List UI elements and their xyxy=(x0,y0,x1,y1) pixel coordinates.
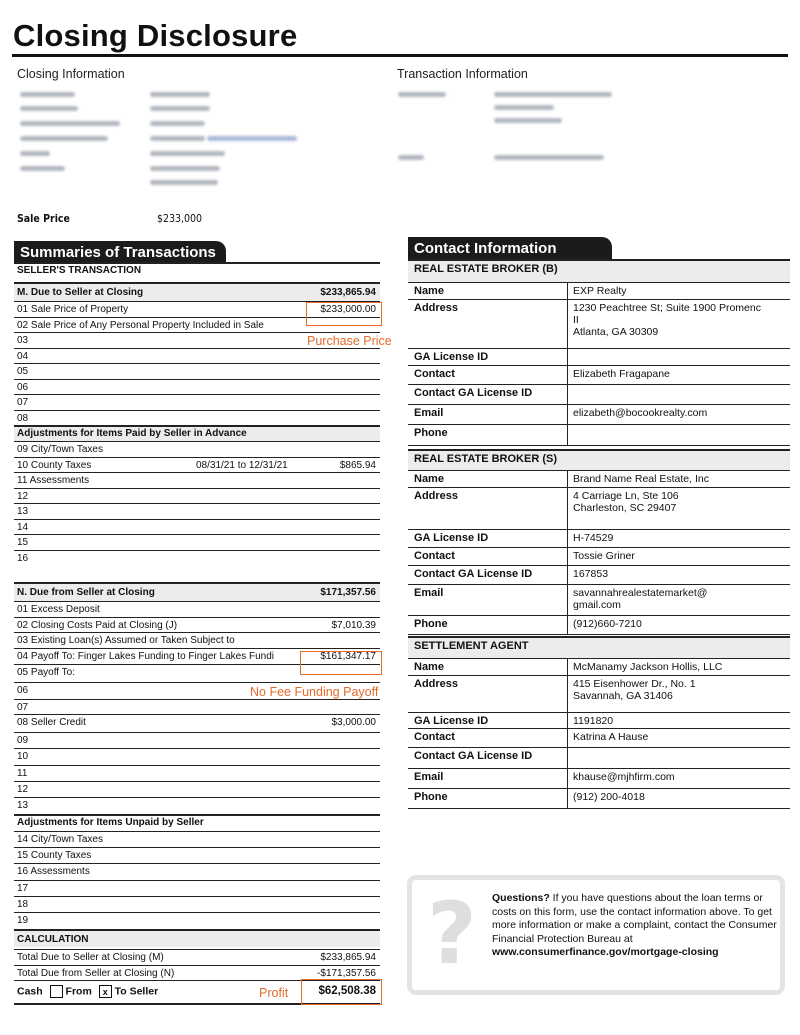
table-row-label: 04 Payoff To: Finger Lakes Funding to Finger Lakes Fundi xyxy=(17,651,275,662)
table-row-label: 01 Sale Price of Property xyxy=(17,304,129,315)
cfpb-link[interactable]: www.consumerfinance.gov/mortgage-closing xyxy=(492,946,719,958)
contact-value-line: Savannah, GA 31406 xyxy=(573,690,673,702)
table-row-label: 07 xyxy=(17,397,29,408)
table-row-label: 09 xyxy=(17,735,29,746)
contact-value-line: Elizabeth Fragapane xyxy=(573,368,670,380)
contact-field-value xyxy=(573,490,788,514)
contact-section-title: REAL ESTATE BROKER (S) xyxy=(414,453,558,465)
payoff-highlight xyxy=(300,651,382,675)
table-row-value: $3,000.00 xyxy=(331,717,376,728)
contact-value-line: 1191820 xyxy=(573,715,614,727)
adj-paid-label: Adjustments for Items Paid by Seller in Advance xyxy=(17,428,247,439)
table-row-label: 14 xyxy=(17,521,29,533)
sale-price-label: Sale Price xyxy=(17,213,70,225)
contact-value-line: H-74529 xyxy=(573,532,614,544)
from-label: From xyxy=(65,985,92,998)
contact-field-value xyxy=(573,618,788,630)
contact-field-value xyxy=(573,550,788,562)
section-m-label: M. Due to Seller at Closing xyxy=(17,287,144,298)
table-row-label: 15 xyxy=(17,537,29,548)
table-row-value: $161,347.17 xyxy=(320,651,376,662)
contact-value-line: 1230 Peachtree St; Suite 1900 Promenc xyxy=(573,302,761,314)
contact-field-label: Phone xyxy=(414,618,448,630)
table-row-label: 11 xyxy=(17,768,28,779)
table-row-label: 16 Assessments xyxy=(17,866,90,878)
summaries-heading: Summaries of Transactions xyxy=(14,241,226,264)
table-row-label: 13 xyxy=(17,800,29,811)
purchase-price-annotation: Purchase Price xyxy=(307,334,392,348)
no-fee-annotation: No Fee Funding Payoff xyxy=(250,685,379,699)
table-row-label: 17 xyxy=(17,882,29,894)
contact-field-value xyxy=(573,473,788,485)
contact-value-line: 4 Carriage Ln, Ste 106 xyxy=(573,490,679,502)
contact-value-line: EXP Realty xyxy=(573,285,627,297)
section-n-total: $171,357.56 xyxy=(320,587,376,598)
contact-field-value xyxy=(573,791,788,803)
contact-value-line: Brand Name Real Estate, Inc xyxy=(573,473,709,485)
contact-value-line: Tossie Griner xyxy=(573,550,635,562)
transaction-info-heading: Transaction Information xyxy=(397,67,528,81)
contact-value-line: Atlanta, GA 30309 xyxy=(573,326,659,338)
cash-row xyxy=(17,985,158,998)
sellers-transaction-label: SELLER'S TRANSACTION xyxy=(17,265,142,276)
table-row-label: 08 xyxy=(17,412,29,424)
table-row-label: 02 Sale Price of Any Personal Property Included in Sale xyxy=(17,319,264,331)
table-row-label: 12 xyxy=(17,784,29,795)
questions-box xyxy=(407,875,785,995)
table-row-label: 05 Payoff To: xyxy=(17,667,76,678)
page-title: Closing Disclosure xyxy=(13,18,298,53)
table-row-label: 10 County Taxes xyxy=(17,459,92,471)
contact-field-label: Phone xyxy=(414,427,448,439)
contact-field-label: Contact GA License ID xyxy=(414,750,533,762)
contact-field-label: Contact GA License ID xyxy=(414,387,533,399)
calc-due-to-value: $233,865.94 xyxy=(320,952,376,963)
contact-field-label: Address xyxy=(414,678,459,690)
contact-value-line: savannahrealestatemarket@ xyxy=(573,587,708,599)
questions-body: If you have questions about the loan terms or costs on this form, use the contact information above. To get more information or make a complaint, contact the Consumer Financial Protection Bureau at xyxy=(492,892,777,945)
table-row-label: 09 City/Town Taxes xyxy=(17,444,103,455)
contact-field-label: Address xyxy=(414,302,459,314)
to-seller-checkbox[interactable]: x xyxy=(99,985,112,998)
contact-field-label: GA License ID xyxy=(414,715,489,727)
table-row-label: 11 Assessments xyxy=(17,475,90,486)
contact-section-title: REAL ESTATE BROKER (B) xyxy=(414,263,558,275)
calc-heading: CALCULATION xyxy=(17,934,89,945)
contact-heading: Contact Information xyxy=(408,237,612,261)
calc-due-to-label: Total Due to Seller at Closing (M) xyxy=(17,952,164,963)
contact-value-line: Katrina A Hause xyxy=(573,731,649,743)
contact-field-value xyxy=(573,678,788,702)
contact-value-line: McManamy Jackson Hollis, LLC xyxy=(573,661,723,673)
question-mark-icon: ? xyxy=(427,884,477,984)
contact-field-value xyxy=(573,407,788,419)
table-row-label: 08 Seller Credit xyxy=(17,717,86,728)
contact-field-value xyxy=(573,568,788,580)
cash-to-seller-value: $62,508.38 xyxy=(318,985,376,997)
contact-field-label: Contact xyxy=(414,368,455,380)
closing-info-heading: Closing Information xyxy=(17,67,125,81)
table-row-label: 06 xyxy=(17,381,29,393)
table-row-value: $7,010.39 xyxy=(331,620,376,631)
table-row-label: 10 xyxy=(17,751,29,762)
contact-field-value xyxy=(573,731,788,743)
contact-field-label: Email xyxy=(414,407,444,419)
contact-field-label: GA License ID xyxy=(414,532,489,544)
contact-field-value xyxy=(573,587,788,611)
contact-value-line: gmail.com xyxy=(573,599,621,611)
table-row-label: 06 xyxy=(17,685,29,696)
contact-field-value xyxy=(573,771,788,783)
calc-due-from-label: Total Due from Seller at Closing (N) xyxy=(17,968,175,979)
contact-field-value xyxy=(573,302,788,338)
section-n-label: N. Due from Seller at Closing xyxy=(17,587,155,598)
contact-value-line: 415 Eisenhower Dr., No. 1 xyxy=(573,678,696,690)
contact-value-line: (912) 200-4018 xyxy=(573,791,645,803)
contact-value-line: elizabeth@bocookrealty.com xyxy=(573,407,708,419)
contact-field-label: Address xyxy=(414,490,459,502)
contact-field-value xyxy=(573,368,788,380)
contact-section-title: SETTLEMENT AGENT xyxy=(414,640,529,652)
contact-field-label: Phone xyxy=(414,791,448,803)
table-row-label: 12 xyxy=(17,490,29,502)
profit-highlight xyxy=(301,979,382,1005)
table-row-label: 13 xyxy=(17,506,29,517)
table-row-label: 01 Excess Deposit xyxy=(17,604,100,615)
purchase-price-highlight xyxy=(306,302,382,326)
contact-field-label: Name xyxy=(414,473,444,485)
contact-value-line: khause@mjhfirm.com xyxy=(573,771,675,783)
contact-value-line: 167853 xyxy=(573,568,609,580)
table-row-value: $233,000.00 xyxy=(320,304,376,315)
contact-value-line: Charleston, SC 29407 xyxy=(573,502,677,514)
contact-value-line: II xyxy=(573,314,579,326)
profit-annotation: Profit xyxy=(259,986,289,1000)
table-row-label: 03 xyxy=(17,335,29,346)
to-seller-label: To Seller xyxy=(114,985,159,998)
table-row-label: 04 xyxy=(17,350,29,362)
table-row-label: 18 xyxy=(17,898,29,910)
table-row-label: 03 Existing Loan(s) Assumed or Taken Subject to xyxy=(17,635,235,646)
questions-lead: Questions? xyxy=(492,892,550,904)
table-row-label: 16 xyxy=(17,552,29,564)
contact-field-label: Contact GA License ID xyxy=(414,568,533,580)
table-row-dates: 08/31/21 to 12/31/21 xyxy=(196,459,288,471)
title-rule xyxy=(12,54,788,57)
section-m-total: $233,865.94 xyxy=(320,287,376,298)
contact-field-label: GA License ID xyxy=(414,351,489,363)
contact-field-value xyxy=(573,532,788,544)
questions-text xyxy=(492,892,782,960)
contact-field-value xyxy=(573,661,788,673)
table-row-label: 05 xyxy=(17,366,29,377)
contact-value-line: (912)660-7210 xyxy=(573,618,642,630)
contact-field-label: Name xyxy=(414,285,444,297)
contact-field-label: Email xyxy=(414,587,444,599)
table-row-value: $865.94 xyxy=(339,459,376,471)
contact-field-label: Contact xyxy=(414,731,455,743)
from-checkbox[interactable] xyxy=(50,985,63,998)
contact-field-value xyxy=(573,285,788,297)
table-row-label: 19 xyxy=(17,915,29,926)
table-row-label: 14 City/Town Taxes xyxy=(17,834,103,845)
contact-field-label: Email xyxy=(414,771,444,783)
contact-field-value xyxy=(573,715,788,727)
table-row-label: 15 County Taxes xyxy=(17,850,92,862)
contact-field-label: Contact xyxy=(414,550,455,562)
adj-unpaid-label: Adjustments for Items Unpaid by Seller xyxy=(17,817,204,828)
contact-field-label: Name xyxy=(414,661,444,673)
sale-price-value: $233,000 xyxy=(157,213,203,225)
calc-due-from-value: -$171,357.56 xyxy=(317,968,376,979)
cash-label: Cash xyxy=(17,985,43,998)
table-row-label: 02 Closing Costs Paid at Closing (J) xyxy=(17,620,178,631)
table-row-label: 07 xyxy=(17,702,29,713)
